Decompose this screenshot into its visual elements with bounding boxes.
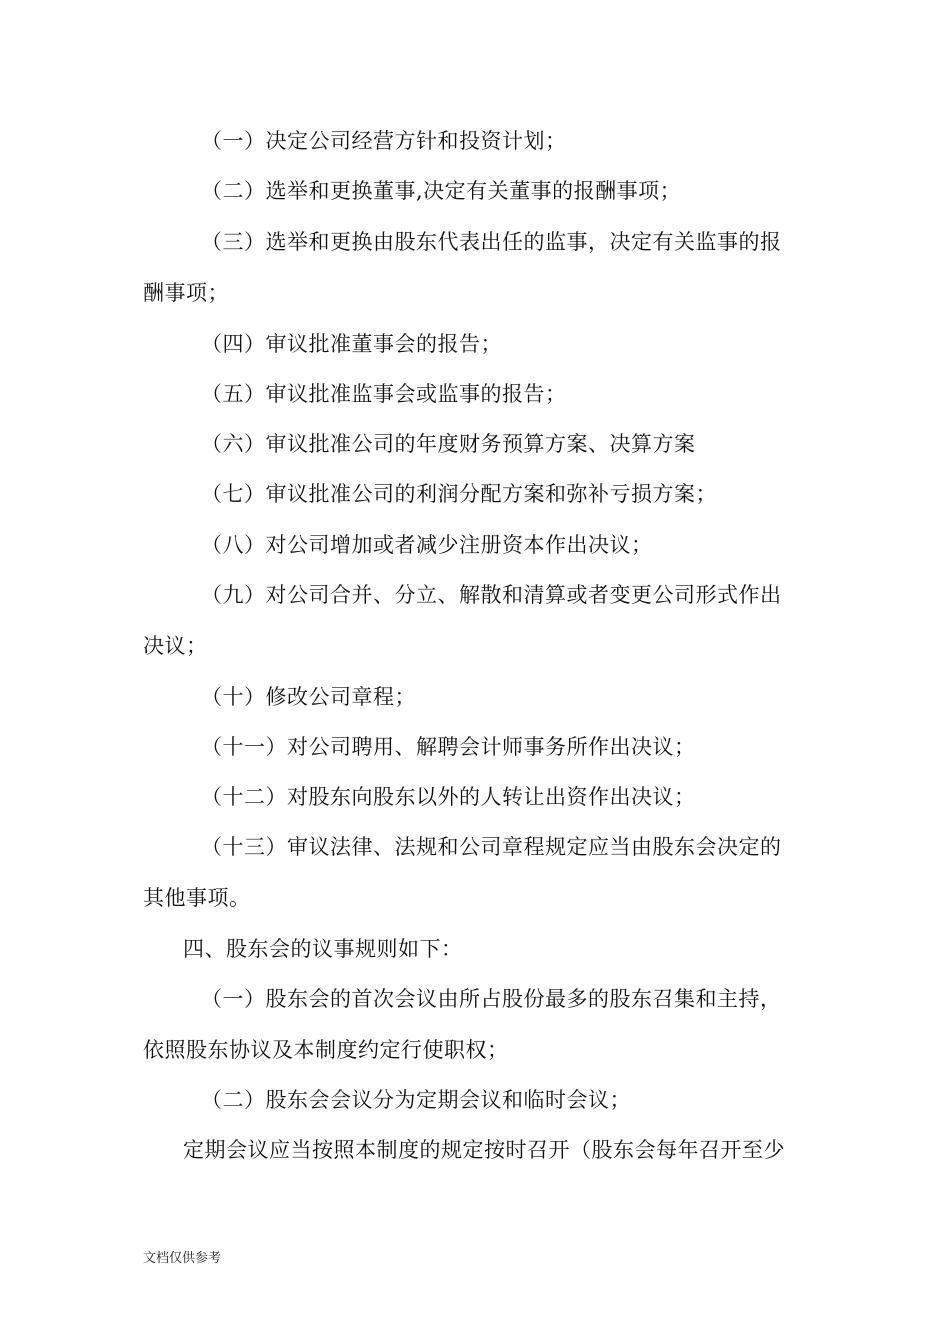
paragraph-line: （十三）审议法律、法规和公司章程规定应当由股东会决定的 <box>201 835 782 859</box>
page-footer: 文档仅供参考 <box>143 1251 222 1266</box>
paragraph-line: 其他事项。 <box>143 886 251 910</box>
paragraph-line: （一）决定公司经营方针和投资计划； <box>201 129 567 153</box>
paragraph-line: （十一）对公司聘用、解聘会计师事务所作出决议； <box>201 735 696 759</box>
paragraph-line: （十）修改公司章程； <box>201 685 416 709</box>
paragraph-line: （五）审议批准监事会或监事的报告； <box>201 382 567 406</box>
paragraph-line: 依照股东协议及本制度约定行使职权； <box>143 1038 509 1062</box>
paragraph-line: （七）审议批准公司的利润分配方案和弥补亏损方案； <box>201 482 717 506</box>
paragraph-line: （六）审议批准公司的年度财务预算方案、决算方案 <box>201 432 696 456</box>
section-heading: 四、股东会的议事规则如下： <box>183 937 463 961</box>
paragraph-line: 定期会议应当按照本制度的规定按时召开（股东会每年召开至少 <box>183 1138 785 1162</box>
paragraph-line: （二）选举和更换董事,决定有关董事的报酬事项； <box>201 179 682 203</box>
paragraph-line: （十二）对股东向股东以外的人转让出资作出决议； <box>201 785 696 809</box>
paragraph-line: 决议； <box>143 634 208 658</box>
paragraph-line: （四）审议批准董事会的报告； <box>201 332 502 356</box>
paragraph-line: （八）对公司增加或者减少注册资本作出决议； <box>201 533 653 557</box>
paragraph-line: （九）对公司合并、分立、解散和清算或者变更公司形式作出 <box>201 583 782 607</box>
paragraph-line: （二）股东会会议分为定期会议和临时会议； <box>201 1088 631 1112</box>
paragraph-line: 酬事项； <box>143 281 229 305</box>
paragraph-line: （三）选举和更换由股东代表出任的监事，决定有关监事的报 <box>201 230 782 254</box>
paragraph-line: （一）股东会的首次会议由所占股份最多的股东召集和主持， <box>201 987 782 1011</box>
